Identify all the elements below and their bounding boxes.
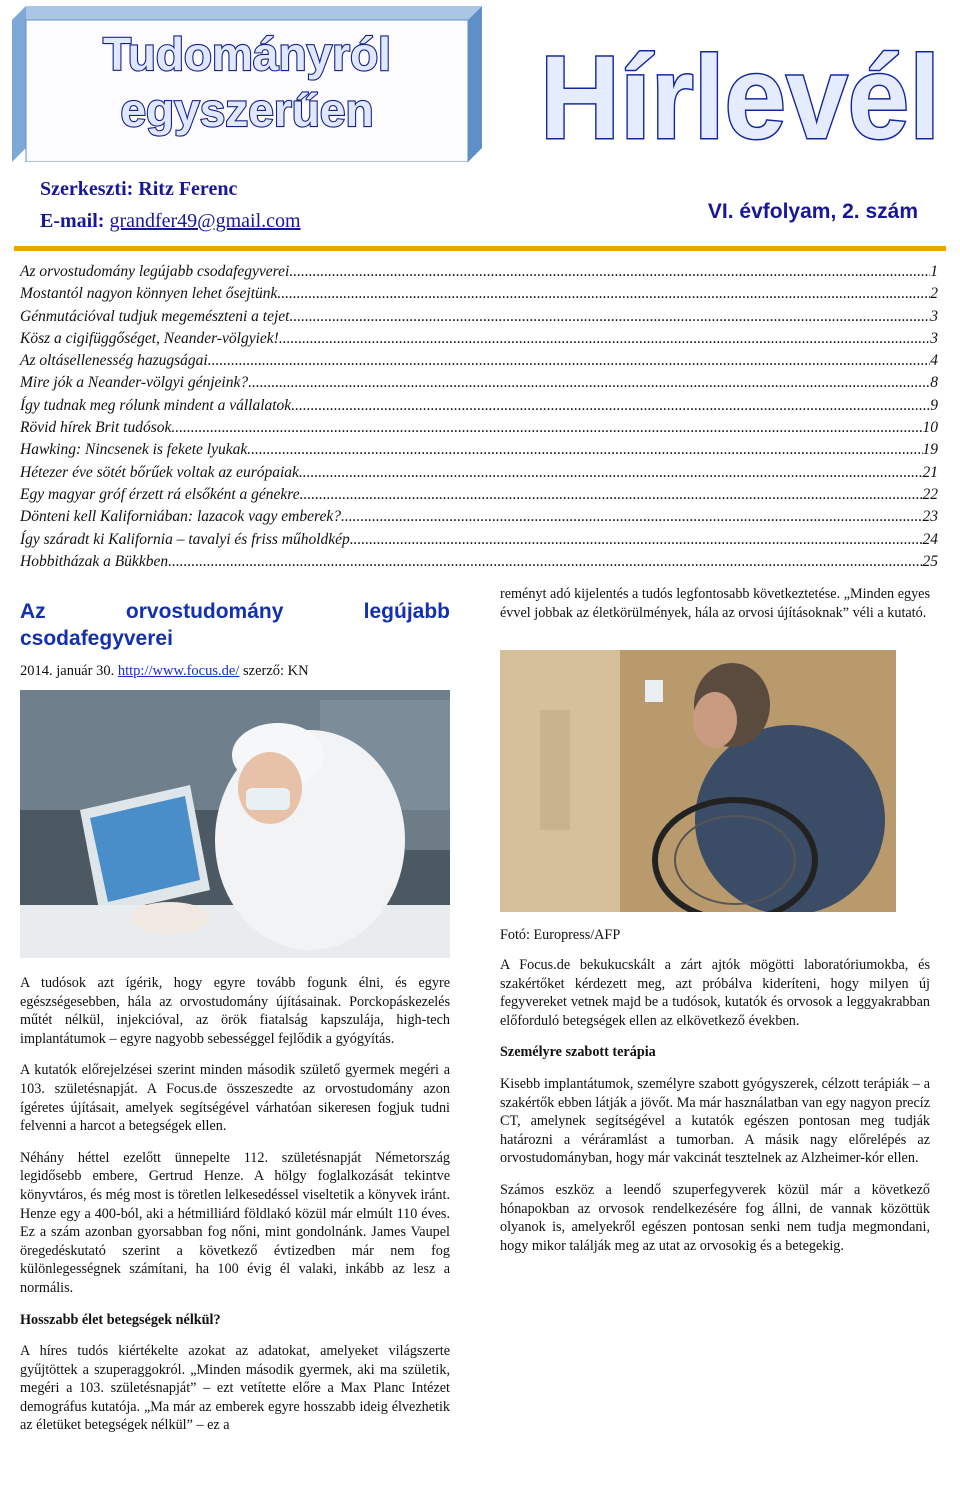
toc-entry-page: 19 [922, 441, 938, 459]
toc-leader-dots [168, 551, 922, 573]
toc-leader-dots [289, 261, 930, 283]
toc-entry-title: Rövid hírek Brit tudósok [20, 419, 172, 437]
article-title-line-2: csodafegyverei [20, 627, 173, 650]
toc-leader-dots [289, 306, 930, 328]
toc-entry[interactable] [20, 529, 938, 551]
masthead [530, 10, 950, 180]
toc-entry[interactable] [20, 306, 938, 328]
toc-entry-page: 1 [930, 263, 938, 280]
toc-entry[interactable] [20, 462, 938, 484]
toc-entry[interactable] [20, 372, 938, 394]
toc-entry-title: Az oltásellenesség hazugságai [20, 352, 208, 370]
masthead-title: Hírlevél [540, 32, 940, 164]
toc-entry[interactable] [20, 283, 938, 305]
toc-entry-page: 8 [930, 374, 938, 392]
article-meta [20, 663, 309, 680]
article-paragraph: A tudósok azt ígérik, hogy egyre tovább fogunk élni, és egyre egészségesebben, hála az orvostudomány újításainak. Porckopáskezelés műtét nélkül, injekcióval, az örök fiatalság kapszulája, high-tech implantátumok – egyre nagyobb sebességgel fejlődik a gyógyítás. [20, 975, 450, 1047]
article-title [20, 598, 450, 652]
toc-entry-page: 9 [930, 396, 938, 414]
toc-entry[interactable] [20, 551, 938, 573]
toc-leader-dots [279, 328, 930, 350]
table-of-contents [20, 261, 938, 573]
source-link[interactable]: http://www.focus.de/ [117, 663, 240, 679]
article-right-column [500, 956, 930, 1268]
article-author: szerző: KN [242, 663, 309, 679]
article-continuation-top [500, 585, 930, 635]
article-paragraph: Számos eszköz a leendő szuperfegyverek közül már a következő hónapokban az orvosok rendelkezésére fog állni, de vannak közöttük olyanok is, amelyekről egészen pontosan senki nem tudja megmondani, hogy mikor találják meg az utat az orvosokig és a betegekig. [500, 1181, 930, 1254]
toc-entry-title: Kösz a cigifüggőséget, Neander-völgyiek! [20, 329, 279, 347]
lab-scientist-photo [20, 690, 450, 958]
article-left-column [20, 974, 450, 1448]
toc-entry-title: Így száradt ki Kalifornia – tavalyi és friss műholdkép [20, 530, 350, 548]
article-date: 2014. január 30. [20, 663, 115, 679]
toc-entry-page: 25 [922, 552, 938, 570]
toc-leader-dots [300, 484, 923, 506]
toc-entry[interactable] [20, 350, 938, 372]
article-paragraph: A Focus.de bekukucskált a zárt ajtók mögötti laboratóriumokba, és szakértőket kérdezett meg, azt próbálva kideríteni, hogy milyen új fegyvereket vetnek majd be a tudósok, kutatók és orvosok a leggyakrabban előforduló betegségek ellen az elkövetkező években. [500, 957, 930, 1029]
article-title-line-1: Az orvostudomány legújabb [20, 600, 450, 623]
toc-entry-page: 4 [930, 352, 938, 370]
toc-leader-dots [208, 350, 931, 372]
logo-line-2: egyszerűen [120, 84, 374, 136]
toc-entry-title: Mostantól nagyon könnyen lehet ősejtünk [20, 285, 278, 303]
toc-entry-title: Az orvostudomány legújabb csodafegyverei [20, 263, 290, 280]
toc-entry[interactable] [20, 261, 938, 283]
email-link[interactable]: grandfer49@gmail.com [109, 210, 301, 232]
toc-leader-dots [341, 506, 923, 528]
article-paragraph: Kisebb implantátumok, személyre szabott gyógyszerek, célzott terápiák – a szakértők ebben látják a jövőt. Ma már használatban van egy nagyon precíz CT, amelynek segítségével a kutatók egészen pontosan meg tudják határozni a véráramlást a tumorban. A másik nagy előrelépés az orvostudományban, hogy már vakcinát tesztelnek az Alzheimer-kór ellen. [500, 1075, 930, 1167]
toc-entry[interactable] [20, 395, 938, 417]
toc-entry-title: Hobbitházak a Bükkben [20, 552, 169, 570]
toc-entry-page: 3 [930, 329, 938, 347]
email-label: E-mail: [40, 210, 105, 232]
toc-entry-page: 24 [922, 530, 938, 548]
section-heading-personalized-therapy: Személyre szabott terápia [500, 1044, 656, 1061]
article-paragraph: A kutatók előrejelzései szerint minden második születő gyermek megéri a 103. születésnapját. A Focus.de összeszedte az orvostudomány azon ígéretes újításait, amelyek segítségével várhatóan sikeresen fogjuk tudni felvenni a harcot a betegségek ellen. [20, 1062, 450, 1135]
wheelchair-woman-photo [500, 650, 896, 912]
toc-entry-page: 2 [930, 285, 938, 303]
toc-entry[interactable] [20, 506, 938, 528]
toc-leader-dots [171, 417, 922, 439]
editor-line: Szerkeszti: Ritz Ferenc [40, 178, 238, 200]
toc-entry-title: Hawking: Nincsenek is fekete lyukak [20, 441, 248, 459]
volume-info: VI. évfolyam, 2. szám [707, 200, 918, 223]
toc-entry[interactable] [20, 439, 938, 461]
toc-entry-title: Mire jók a Neander-völgyi génjeink? [20, 374, 249, 392]
toc-entry-title: Így tudnak meg rólunk mindent a vállalatok [20, 396, 292, 414]
toc-entry[interactable] [20, 484, 938, 506]
toc-leader-dots [248, 372, 930, 394]
toc-entry-page: 10 [922, 419, 938, 437]
toc-leader-dots [299, 462, 923, 484]
toc-leader-dots [277, 283, 930, 305]
logo-line-1: Tudományról [103, 28, 391, 80]
toc-entry[interactable] [20, 417, 938, 439]
section-heading-longer-life: Hosszabb élet betegségek nélkül? [20, 1311, 221, 1328]
toc-entry-title: Génmutációval tudjuk megemészteni a tejet [20, 307, 290, 325]
toc-leader-dots [247, 439, 922, 461]
header-divider [14, 246, 946, 251]
toc-entry-page: 3 [930, 307, 938, 325]
photo-credit: Fotó: Europress/AFP [500, 927, 621, 943]
article-paragraph: A híres tudós kiértékelte azokat az adatokat, amelyeket világszerte gyűjtöttek a szuperaggokról. „Minden második gyermek, aki ma születik, megéri a 103. születésnapját” – ezt vetítette előre a Max Planc Intézet demográfus kutatója. „Ma már az emberek egyre hosszabb ideig élvezhetik az életüket betegségek nélkül” – ez a [20, 1343, 450, 1434]
toc-leader-dots [291, 395, 930, 417]
article-paragraph: Néhány héttel ezelőtt ünnepelte 112. születésnapját Németország legidősebb embere, Gertrud Henze. A hölgy foglalkozását tekintve könyvtáros, és még most is töretlen lelkesedéssel viseltetik a könyvek iránt. Henze egy a 400-ból, aki a hétmilliárd földlakó közül már elmúlt 110 éves. Ez a szám azonban gyorsabban fog nőni, mint gondolnánk. James Vaupel öregedéskutató szerint a következő évtizedben már nem fog különlegességnek számítani, ha 100 évig él valaki, inkább az lesz a normális. [20, 1149, 450, 1296]
toc-entry-title: Egy magyar gróf érzett rá elsőként a génekre [20, 485, 300, 503]
toc-entry[interactable] [20, 328, 938, 350]
toc-entry-page: 21 [922, 463, 938, 481]
email-line [40, 210, 301, 233]
toc-entry-title: Dönteni kell Kaliforniában: lazacok vagy emberek? [20, 508, 341, 526]
newsletter-logo [12, 6, 482, 162]
toc-leader-dots [350, 529, 923, 551]
toc-entry-page: 23 [922, 508, 938, 526]
toc-entry-title: Hétezer éve sötét bőrűek voltak az európaiak [20, 463, 299, 481]
toc-entry-page: 22 [922, 485, 938, 503]
right-top-paragraph: reményt adó kijelentés a tudós legfontosabb következtetése. „Minden egyes évvel jobbak az életkörülmények, hála az orvosi újításoknak” véli a kutató. [500, 586, 930, 621]
